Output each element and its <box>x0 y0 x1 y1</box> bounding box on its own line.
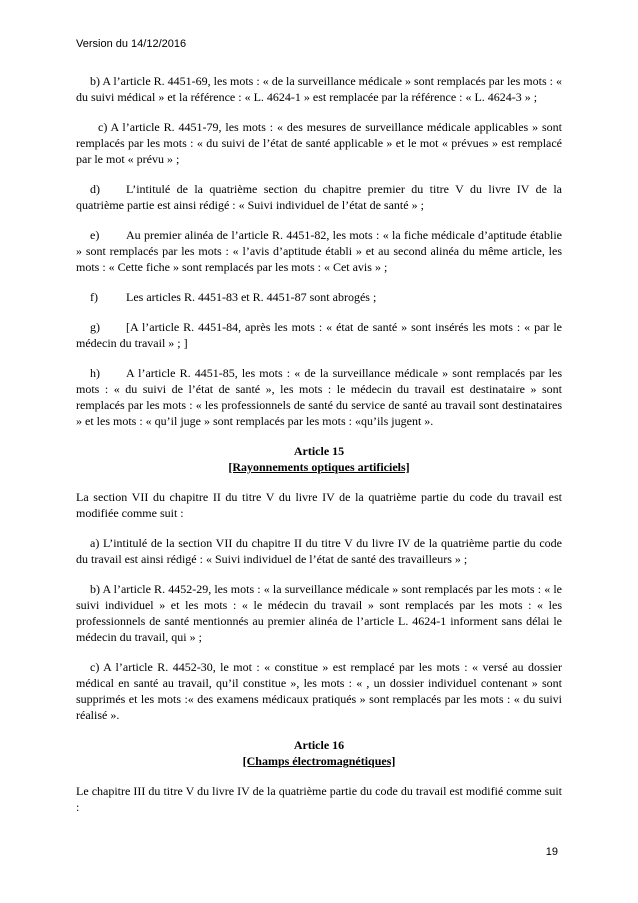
paragraph-h <box>76 365 562 429</box>
article-15-heading <box>76 443 562 475</box>
article-15-title: Article 15 <box>293 444 345 458</box>
paragraph-b: b) A l’article R. 4451-69, les mots : « de la surveillance médicale » sont remplacés par les mots : « du suivi médical » et la référence : « L. 4624-1 » est remplacée par la référence : « L. 4624-3 » ; <box>76 74 562 104</box>
document-body <box>76 73 562 829</box>
paragraph-c: c) A l’article R. 4451-79, les mots : « des mesures de surveillance médicale applicables » sont remplacés par les mots : « du suivi de l’état de santé applicable » et le mot « prévues » est remplacé par le mot « prévu » ; <box>76 120 562 166</box>
article-15-intro: La section VII du chapitre II du titre V du livre IV de la quatrième partie du code du travail est modifiée comme suit : <box>76 490 562 520</box>
paragraph-g <box>76 319 562 351</box>
paragraph-g-label: g) <box>90 320 100 334</box>
paragraph-f-text: Les articles R. 4451-83 et R. 4451-87 sont abrogés ; <box>126 290 377 304</box>
article-15-b: b) A l’article R. 4452-29, les mots : « la surveillance médicale » sont remplacés par les mots : « le suivi individuel » et les mots : « le médecin du travail » sont remplacés par les mots : « les professionnels de santé mentionnés au premier alinéa de l’article L. 4624-1 informent sans délai le médecin du travail, qui » ; <box>76 582 562 644</box>
paragraph-h-text: A l’article R. 4451-85, les mots : « de la surveillance médicale » sont remplacés par les mots : « du suivi de l’état de santé », les mots : le médecin du travail est destinataire » sont remplacés par les mots : « les professionnels de santé du service de santé au travail sont destinataires » et les mots : « qu’il juge » sont remplacés par les mots : «qu’ils jugent ». <box>76 366 562 428</box>
article-16-heading <box>76 737 562 769</box>
paragraph-d-label: d) <box>90 182 100 196</box>
paragraph-e-label: e) <box>90 228 100 242</box>
paragraph-f <box>76 289 562 305</box>
paragraph-d-text: L’intitulé de la quatrième section du chapitre premier du titre V du livre IV de la quatrième partie est ainsi rédigé : « Suivi individuel de l’état de santé » ; <box>76 182 562 212</box>
paragraph-e <box>76 227 562 275</box>
page-number: 19 <box>545 846 558 858</box>
article-16-title: Article 16 <box>293 738 345 752</box>
article-15-c: c) A l’article R. 4452-30, le mot : « constitue » est remplacé par les mots : « versé au dossier médical en santé au travail, qu’il constitue », les mots : « , un dossier individuel contenant » sont supprimés et les mots :« des examens médicaux pratiqués » sont remplacés par les mots : « du suivi réalisé ». <box>76 660 562 722</box>
paragraph-g-text: [A l’article R. 4451-84, après les mots : « état de santé » sont insérés les mots : « par le médecin du travail » ; ] <box>76 320 562 350</box>
article-16-subtitle: [Champs électromagnétiques] <box>242 754 396 768</box>
paragraph-f-label: f) <box>90 290 98 304</box>
version-header: Version du 14/12/2016 <box>76 38 187 50</box>
paragraph-e-text: Au premier alinéa de l’article R. 4451-82, les mots : « la fiche médicale d’aptitude établie » sont remplacés par les mots : « l’avis d’aptitude établi » et au second alinéa du même article, les mots : « Cette fiche » sont remplacés par les mots : « Cet avis » ; <box>76 228 562 274</box>
article-15-subtitle: [Rayonnements optiques artificiels] <box>228 460 410 474</box>
article-15-a: a) L’intitulé de la section VII du chapitre II du titre V du livre IV de la quatrième partie du code du travail est ainsi rédigé : « Suivi individuel de l’état de santé des travailleurs » ; <box>76 536 562 566</box>
paragraph-h-label: h) <box>90 366 100 380</box>
paragraph-d <box>76 181 562 213</box>
article-16-intro: Le chapitre III du titre V du livre IV de la quatrième partie du code du travail est modifié comme suit : <box>76 784 562 814</box>
